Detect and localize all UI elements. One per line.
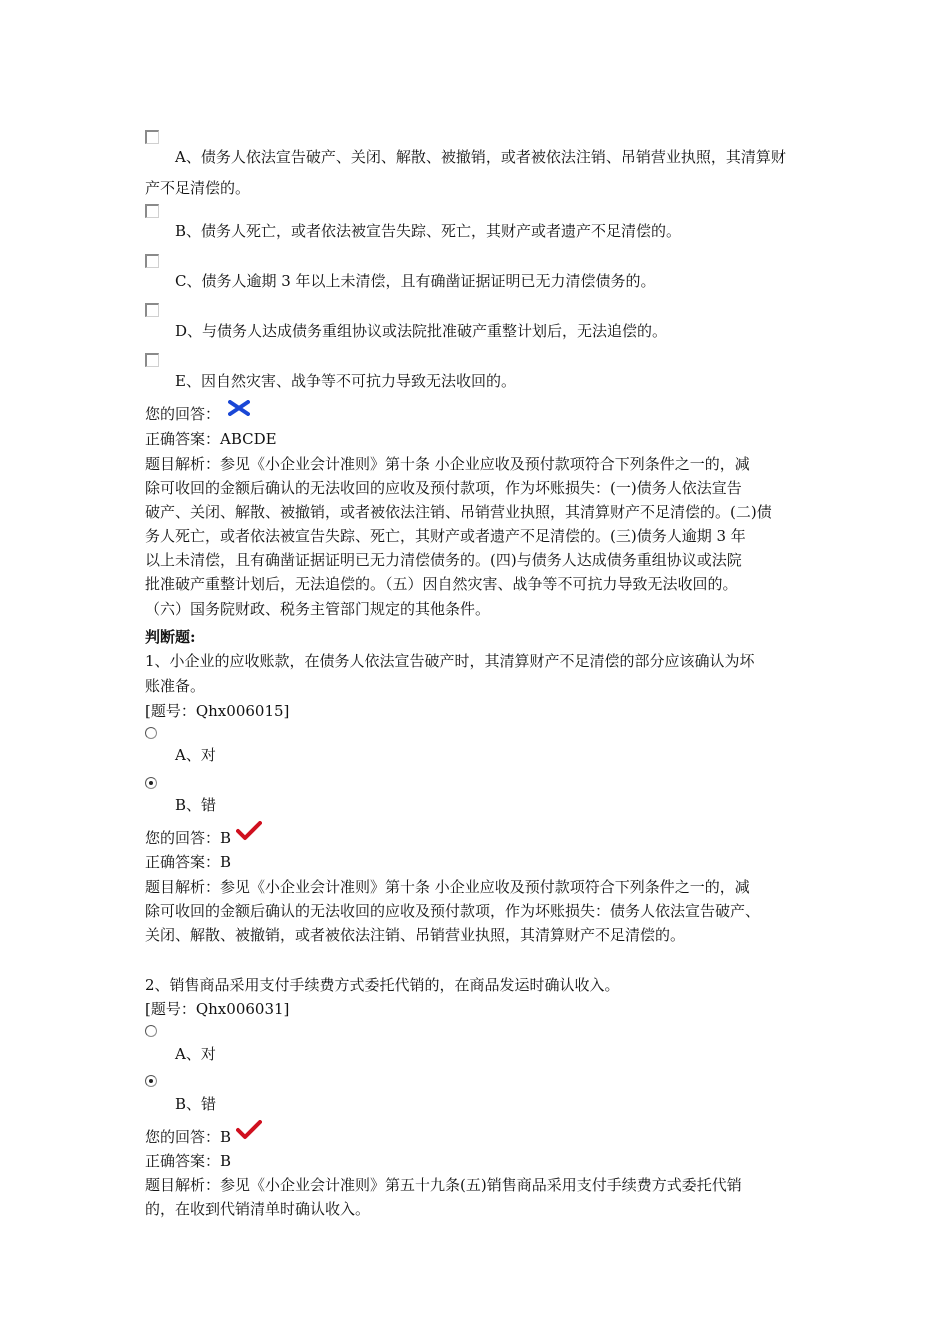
option-a-checkbox[interactable] <box>145 130 159 144</box>
option-d-checkbox[interactable] <box>145 303 159 317</box>
option-a-text-cont: 产不足清偿的。 <box>145 179 251 197</box>
q1-option-b-label: B、错 <box>175 796 217 814</box>
analysis-line-6: 批准破产重整计划后，无法追偿的。（五）因自然灾害、战争等不可抗力导致无法收回的。 <box>145 575 738 593</box>
option-e-checkbox[interactable] <box>145 353 159 367</box>
q1-analysis-line-1: 题目解析：参见《小企业会计准则》第十条 小企业应收及预付款项符合下列条件之一的，减 <box>145 878 750 896</box>
check-icon <box>236 821 262 841</box>
option-b-checkbox[interactable] <box>145 204 159 218</box>
q2-option-a-radio[interactable] <box>145 1025 157 1037</box>
q2-correct-answer: 正确答案：B <box>145 1152 232 1170</box>
q2-your-answer: 您的回答：B <box>145 1128 232 1146</box>
analysis-line-4: 务人死亡，或者依法被宣告失踪、死亡，其财产或者遗产不足清偿的。(三)债务人逾期 3 年 <box>145 527 746 545</box>
q1-line-2: 账准备。 <box>145 677 206 695</box>
q2-id: [题号：Qhx006031] <box>145 1000 290 1018</box>
option-c-checkbox[interactable] <box>145 254 159 268</box>
analysis-line-7: （六）国务院财政、税务主管部门规定的其他条件。 <box>145 600 491 618</box>
your-answer-label: 您的回答： <box>145 405 221 423</box>
option-b-text: B、债务人死亡，或者依法被宣告失踪、死亡，其财产或者遗产不足清偿的。 <box>175 222 682 240</box>
cross-icon <box>228 400 250 416</box>
q1-id: [题号：Qhx006015] <box>145 702 290 720</box>
option-a-text: A、债务人依法宣告破产、关闭、解散、被撤销，或者被依法注销、吊销营业执照，其清算财 <box>175 148 786 166</box>
q2-line: 2、销售商品采用支付手续费方式委托代销的，在商品发运时确认收入。 <box>145 976 620 994</box>
option-c-text: C、债务人逾期 3 年以上未清偿，且有确凿证据证明已无力清偿债务的。 <box>175 272 656 290</box>
correct-answer: 正确答案：ABCDE <box>145 430 277 448</box>
q1-analysis-line-3: 关闭、解散、被撤销，或者被依法注销、吊销营业执照，其清算财产不足清偿的。 <box>145 926 686 944</box>
q1-option-a-radio[interactable] <box>145 727 157 739</box>
analysis-line-3: 破产、关闭、解散、被撤销，或者被依法注销、吊销营业执照，其清算财产不足清偿的。(二)债 <box>145 503 772 521</box>
q1-your-answer: 您的回答：B <box>145 829 232 847</box>
analysis-line-2: 除可收回的金额后确认的无法收回的应收及预付款项，作为坏账损失：(一)债务人依法宣告 <box>145 479 742 497</box>
option-d-text: D、与债务人达成债务重组协议或法院批准破产重整计划后，无法追偿的。 <box>175 322 668 340</box>
analysis-line-1: 题目解析：参见《小企业会计准则》第十条 小企业应收及预付款项符合下列条件之一的，减 <box>145 455 750 473</box>
option-e-text: E、因自然灾害、战争等不可抗力导致无法收回的。 <box>175 372 516 390</box>
q2-option-b-label: B、错 <box>175 1095 217 1113</box>
q1-line-1: 1、小企业的应收账款，在债务人依法宣告破产时，其清算财产不足清偿的部分应该确认为坏 <box>145 652 755 670</box>
q1-option-b-radio[interactable] <box>145 777 157 789</box>
q2-analysis-line-1: 题目解析：参见《小企业会计准则》第五十九条(五)销售商品采用支付手续费方式委托代销 <box>145 1176 742 1194</box>
q2-analysis-line-2: 的，在收到代销清单时确认收入。 <box>145 1200 371 1218</box>
analysis-line-5: 以上未清偿，且有确凿证据证明已无力清偿债务的。(四)与债务人达成债务重组协议或法院 <box>145 551 742 569</box>
section-heading: 判断题: <box>145 628 196 646</box>
check-icon <box>236 1120 262 1140</box>
q1-analysis-line-2: 除可收回的金额后确认的无法收回的应收及预付款项，作为坏账损失：债务人依法宣告破产、 <box>145 902 761 920</box>
q2-option-b-radio[interactable] <box>145 1075 157 1087</box>
q1-option-a-label: A、对 <box>175 746 216 764</box>
q2-option-a-label: A、对 <box>175 1045 216 1063</box>
q1-correct-answer: 正确答案：B <box>145 853 232 871</box>
